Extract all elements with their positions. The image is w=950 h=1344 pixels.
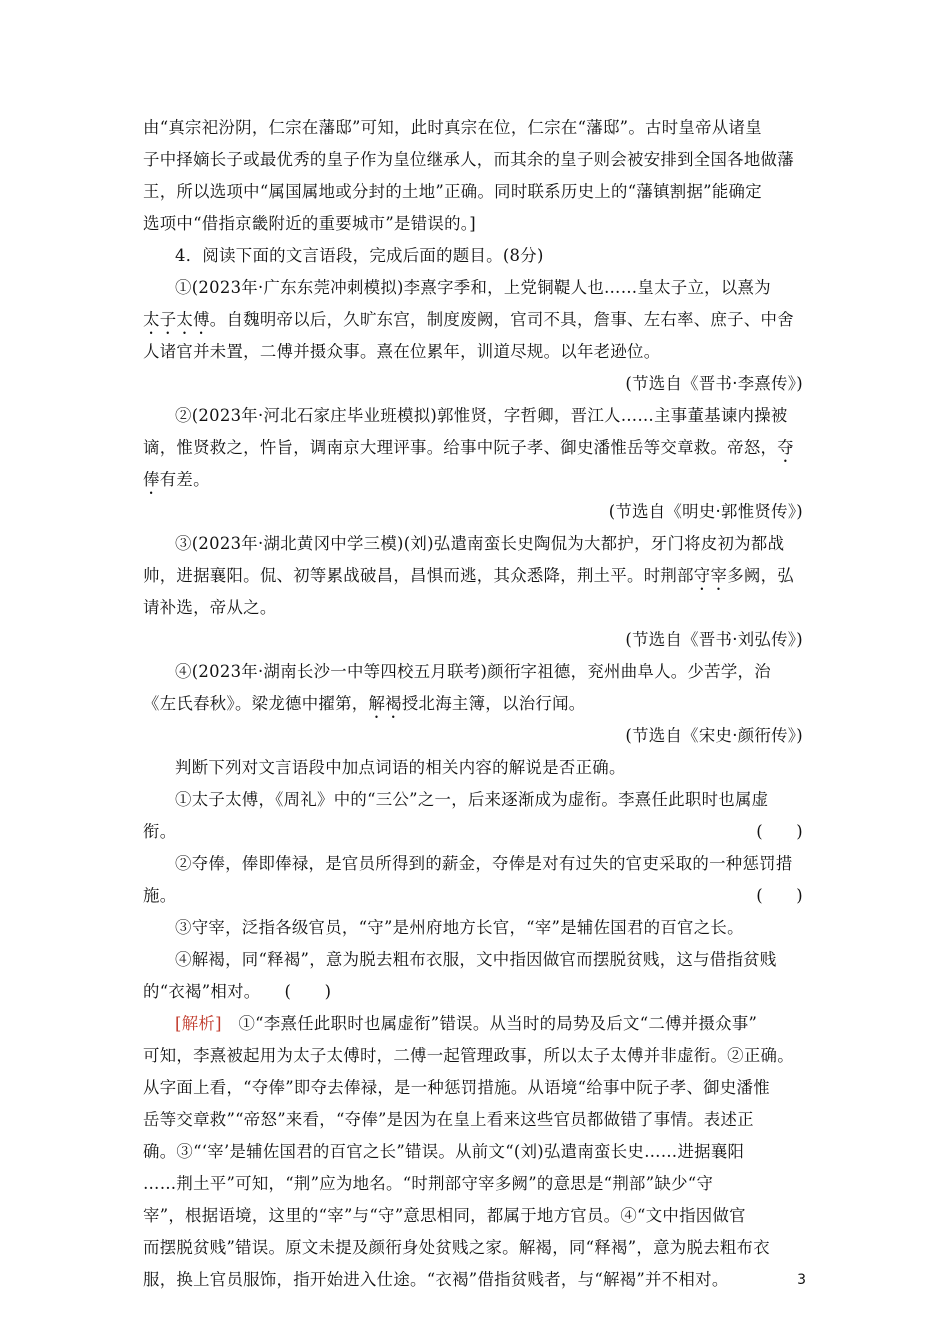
- page-number: 3: [797, 1272, 806, 1288]
- analysis-line: 而摆脱贫贱”错误。原文未提及颜衎身处贫贱之家。解褐，同“释褐”，意为脱去粗布衣: [143, 1238, 770, 1257]
- passage-3-source: (节选自《晋书·刘弘传》): [625, 630, 803, 649]
- dotted-term: 俸: [143, 470, 160, 489]
- dotted-term: 守宰: [693, 566, 728, 585]
- passage-1-line: 人诸官并未置，二傅并摄众事。熹在位累年，训道尽规。以年老逊位。: [143, 342, 661, 361]
- question-4-title: 4．阅读下面的文言语段，完成后面的题目。(8分): [175, 246, 544, 265]
- analysis-line: 岳等交章救”“帝怒”来看，“夺俸”是因为在皇上看来这些官员都做错了事情。表述正: [143, 1110, 754, 1129]
- passage-3-line: 请补选，帝从之。: [143, 598, 277, 617]
- passage-1-line: ①(2023年·广东东莞冲刺模拟)李熹字季和，上党铜鞮人也……皇太子立，以熹为: [175, 278, 771, 297]
- analysis-line: 确。③“‘宰’是辅佐国君的百官之长”错误。从前文“(刘)弘遣南蛮长史……进据襄阳: [143, 1142, 745, 1161]
- judge-item-4-cont: 的“衣褐”相对。 ( ): [143, 982, 332, 1001]
- answer-blank[interactable]: ( ): [756, 886, 803, 905]
- judge-item-2: ②夺俸，俸即俸禄，是官员所得到的薪金，夺俸是对有过失的官吏采取的一种惩罚措: [175, 854, 793, 873]
- text-line: 子中择嫡长子或最优秀的皇子作为皇位继承人，而其余的皇子则会被安排到全国各地做藩: [143, 150, 794, 169]
- passage-3-line: 帅，进据襄阳。侃、初等累战破昌，昌惧而逃，其众悉降，荆土平。时荆部守宰多阙，弘: [143, 566, 794, 585]
- analysis-line: ……荆土平”可知，“荆”应为地名。“时荆部守宰多阙”的意思是“荆部”缺少“守: [143, 1174, 714, 1193]
- passage-2-line: ②(2023年·河北石家庄毕业班模拟)郭惟贤，字哲卿，晋江人……主事董基谏内操被: [175, 406, 788, 425]
- passage-1-source: (节选自《晋书·李熹传》): [625, 374, 803, 393]
- passage-4-source: (节选自《宋史·颜衎传》): [625, 726, 803, 745]
- analysis-line: [解析] ①“李熹任此职时也属虚衔”错误。从当时的局势及后文“二傅并摄众事”: [175, 1014, 758, 1033]
- judge-item-3: ③守宰，泛指各级官员，“守”是州府地方长官，“宰”是辅佐国君的百官之长。: [175, 918, 744, 937]
- passage-2-source: (节选自《明史·郭惟贤传》): [608, 502, 803, 521]
- analysis-line: 宰”，根据语境，这里的“宰”与“守”意思相同，都属于地方官员。④“文中指因做官: [143, 1206, 746, 1225]
- judge-item-4: ④解褐，同“释褐”，意为脱去粗布衣服，文中指因做官而摆脱贫贱，这与借指贫贱: [175, 950, 777, 969]
- text-line: 选项中“借指京畿附近的重要城市”是错误的。]: [143, 214, 476, 233]
- passage-3-line: ③(2023年·湖北黄冈中学三模)(刘)弘遣南蛮长史陶侃为大都护，牙门将皮初为都战: [175, 534, 785, 553]
- text-line: 王，所以选项中“属国属地或分封的土地”正确。同时联系历史上的“藩镇割据”能确定: [143, 182, 762, 201]
- answer-blank[interactable]: ( ): [756, 822, 803, 841]
- judge-instruction: 判断下列对文言语段中加点词语的相关内容的解说是否正确。: [175, 758, 626, 777]
- analysis-line: 服，换上官员服饰，指开始进入仕途。“衣褐”借指贫贱者，与“解褐”并不相对。: [143, 1270, 729, 1289]
- judge-item-1-cont: 衔。: [143, 822, 177, 841]
- analysis-line: 从字面上看，“夺俸”即夺去俸禄，是一种惩罚措施。从语境“给事中阮子孝、御史潘惟: [143, 1078, 770, 1097]
- analysis-line: 可知，李熹被起用为太子太傅时，二傅一起管理政事，所以太子太傅并非虚衔。②正确。: [143, 1046, 794, 1065]
- dotted-term: 太子太傅: [143, 310, 210, 329]
- passage-4-line: 《左氏春秋》。梁龙德中擢第，解褐授北海主簿，以治行闻。: [143, 694, 586, 713]
- analysis-tag: [解析]: [175, 1014, 222, 1033]
- passage-2-line: 俸有差。: [143, 470, 210, 489]
- dotted-term: 解褐: [368, 694, 402, 713]
- answer-blank[interactable]: ( ): [284, 982, 332, 1001]
- passage-4-line: ④(2023年·湖南长沙一中等四校五月联考)颜衎字祖德，兖州曲阜人。少苦学，治: [175, 662, 771, 681]
- dotted-term: 夺: [777, 438, 794, 457]
- text-line: 由“真宗祀汾阴，仁宗在藩邸”可知，此时真宗在位，仁宗在“藩邸”。古时皇帝从诸皇: [143, 118, 762, 137]
- passage-1-line: 太子太傅。自魏明帝以后，久旷东宫，制度废阙，官司不具，詹事、左右率、庶子、中舍: [143, 310, 794, 329]
- judge-item-2-cont: 施。: [143, 886, 177, 905]
- passage-2-line: 谪，惟贤救之，忤旨，调南京大理评事。给事中阮子孝、御史潘惟岳等交章救。帝怒，夺: [143, 438, 794, 457]
- judge-item-1: ①太子太傅，《周礼》中的“三公”之一，后来逐渐成为虚衔。李熹任此职时也属虚: [175, 790, 769, 809]
